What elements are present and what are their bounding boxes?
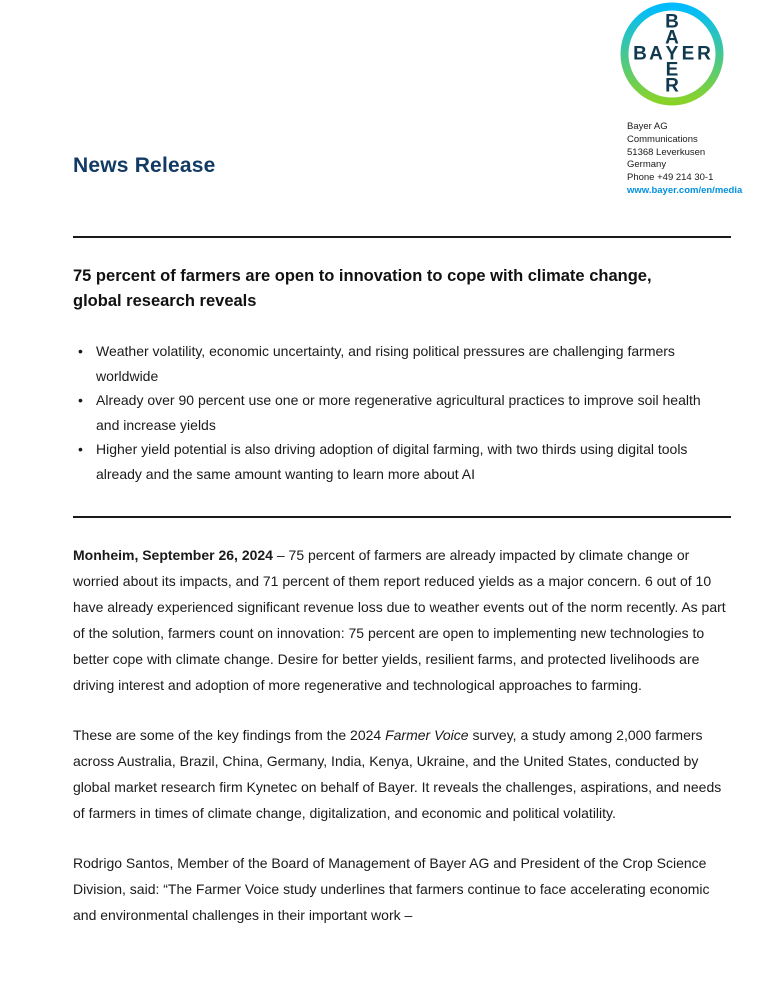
contact-line-company: Bayer AG bbox=[627, 121, 668, 132]
paragraph-text: survey, a study among 2,000 farmers across Australia, Brazil, China, Germany, India, Kenya, Ukraine, and the United States, conducted by global market research firm Kynetec on behalf of Bayer. It reveals the challenges, aspirations, and needs of farmers in times of climate change, digitalization, and economic and political volatility. bbox=[73, 727, 722, 821]
key-point-item bbox=[73, 388, 718, 437]
paragraph-text: Rodrigo Santos, Member of the Board of Management of Bayer AG and President of the Crop Science Division, said: “The Farmer Voice study underlines that farmers continue to face accelerating economic and environmental challenges in their important work – bbox=[73, 855, 710, 923]
survey-name: Farmer Voice bbox=[385, 727, 469, 743]
logo-letter: E bbox=[681, 43, 695, 65]
body-paragraph-2 bbox=[73, 722, 731, 826]
key-point-item bbox=[73, 437, 718, 486]
divider-bottom bbox=[73, 516, 731, 518]
contact-line-country: Germany bbox=[627, 159, 667, 171]
paragraph-text: – 75 percent of farmers are already impacted by climate change or worried about its impacts, and 71 percent of them report reduced yields as a major concern. 6 out of 10 have already experienced significant revenue loss due to weather events out of the norm recently. As part of the solution, farmers count on innovation: 75 percent are open to implementing new technologies to better cope with climate change. Desire for better yields, resilient farms, and protected livelihoods are driving interest and adoption of more regenerative and technological approaches to farming. bbox=[73, 547, 726, 693]
body-paragraph-3 bbox=[73, 850, 731, 928]
contact-block bbox=[627, 121, 742, 198]
article-body bbox=[73, 542, 731, 952]
logo-letter: E bbox=[665, 59, 679, 81]
logo-letter: R bbox=[697, 43, 711, 65]
logo-letter: R bbox=[665, 75, 679, 97]
key-points-list bbox=[73, 339, 718, 487]
logo-letter: A bbox=[665, 27, 679, 49]
logo-letters bbox=[633, 12, 711, 97]
bayer-logo bbox=[620, 2, 724, 106]
page-title: News Release bbox=[73, 154, 216, 177]
contact-line-phone: Phone +49 214 30-1 bbox=[627, 172, 714, 184]
contact-line-department: Communications bbox=[627, 133, 698, 145]
logo-letter: A bbox=[649, 43, 663, 65]
article-headline: 75 percent of farmers are open to innovation to cope with climate change, global research reveals bbox=[73, 267, 652, 310]
logo-letter: B bbox=[665, 11, 679, 33]
key-point-text: Already over 90 percent use one or more regenerative agricultural practices to improve soil health and increase yields bbox=[96, 392, 701, 433]
divider-top bbox=[73, 236, 731, 238]
logo-letter: Y bbox=[665, 43, 679, 65]
key-point-text: Weather volatility, economic uncertainty, and rising political pressures are challenging farmers worldwide bbox=[96, 343, 675, 384]
key-point-item bbox=[73, 339, 718, 388]
media-website-link[interactable]: www.bayer.com/en/media bbox=[627, 184, 743, 196]
contact-line-postal: 51368 Leverkusen bbox=[627, 146, 706, 158]
dateline: Monheim, September 26, 2024 bbox=[73, 547, 273, 563]
paragraph-text: These are some of the key findings from the 2024 bbox=[73, 727, 386, 743]
logo-letter: B bbox=[633, 43, 647, 65]
body-paragraph-1 bbox=[73, 542, 731, 698]
key-point-text: Higher yield potential is also driving adoption of digital farming, with two thirds using digital tools already and the same amount wanting to learn more about AI bbox=[96, 441, 688, 482]
